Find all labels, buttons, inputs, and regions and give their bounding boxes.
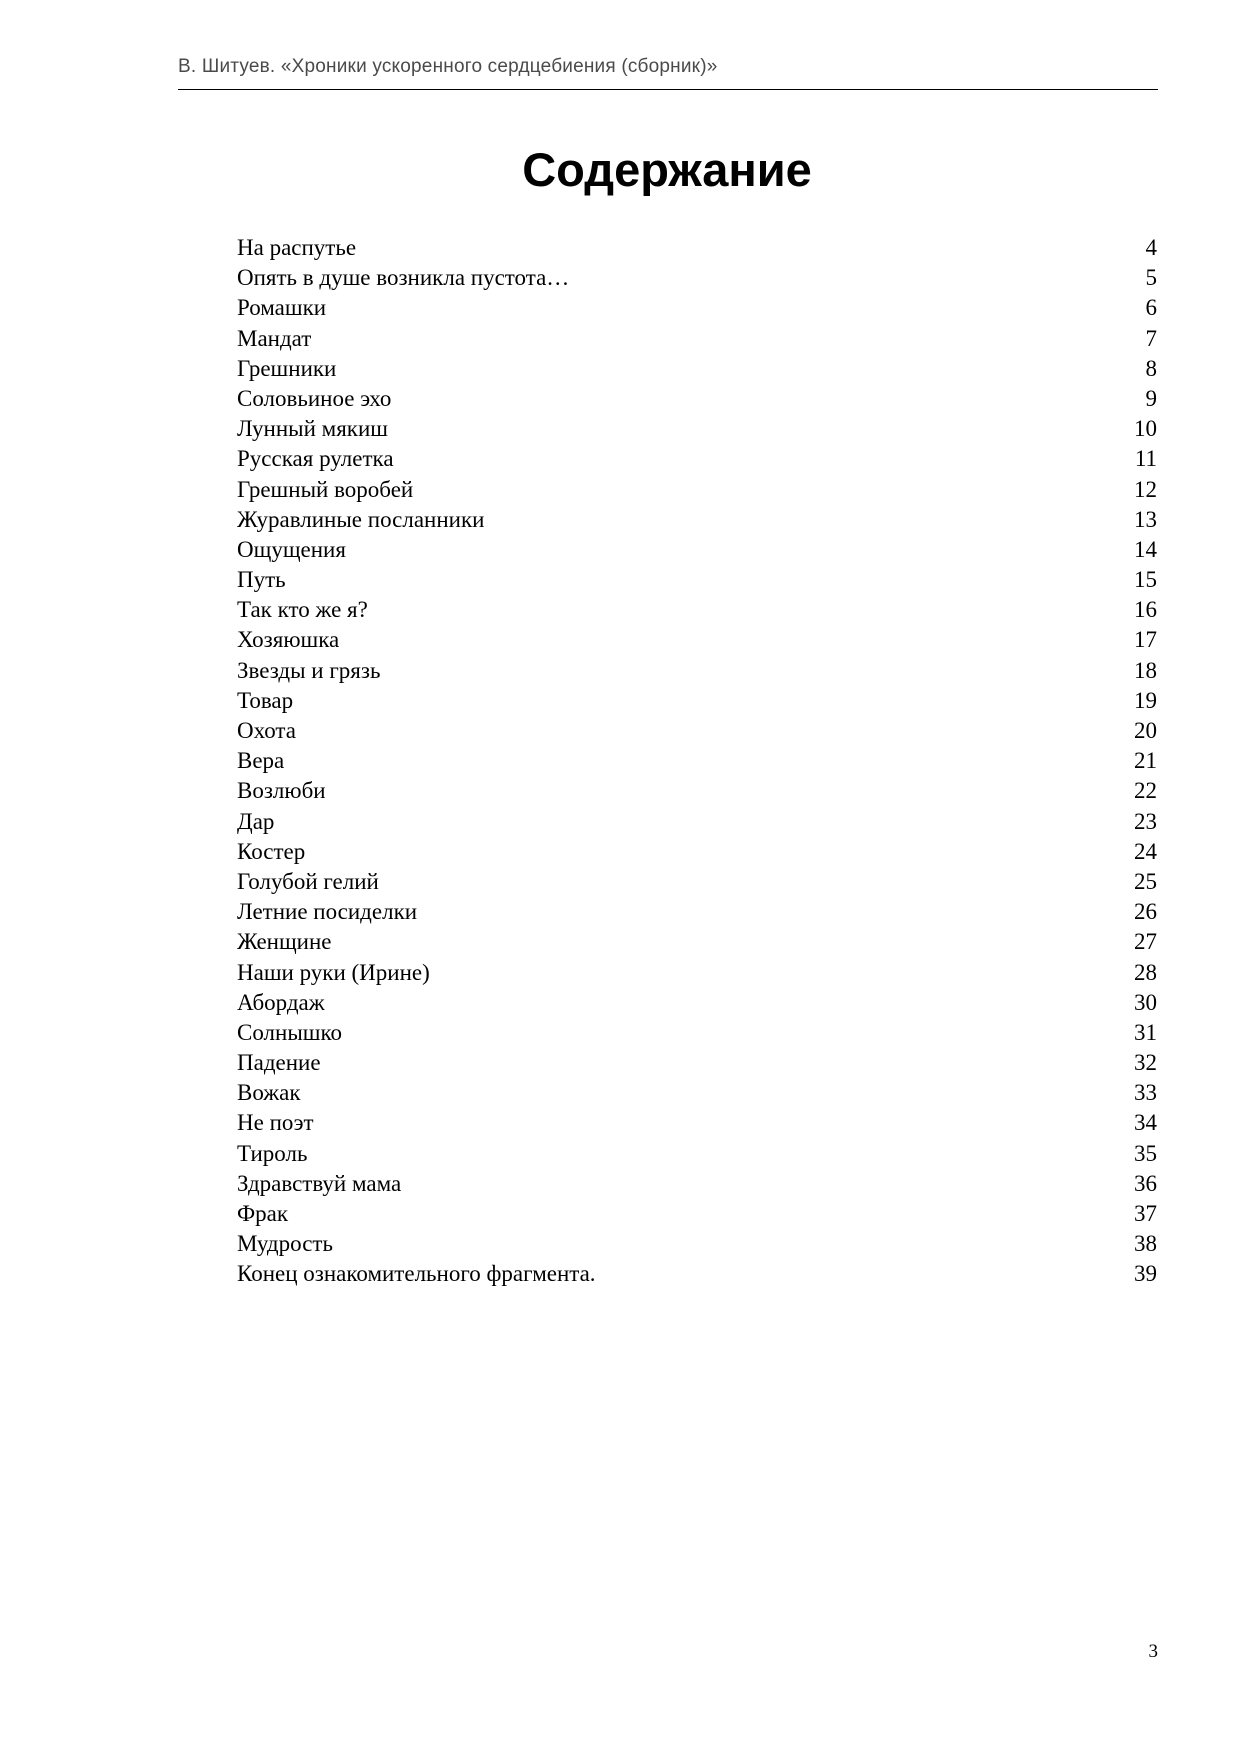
toc-entry-page: 25	[1134, 868, 1157, 894]
toc-entry-title: Охота	[237, 718, 296, 743]
toc-entry[interactable]	[237, 1169, 1157, 1199]
toc-entry[interactable]	[237, 746, 1157, 776]
toc-entry-page: 8	[1145, 355, 1157, 381]
toc-entry-title: Возлюби	[237, 778, 326, 804]
toc-entry[interactable]	[237, 1018, 1157, 1048]
toc-entry-title: Мандат	[237, 325, 312, 351]
toc-entry-title: Солнышко	[237, 1019, 342, 1045]
toc-entry[interactable]	[237, 293, 1157, 323]
toc-entry[interactable]	[237, 233, 1157, 263]
toc-entry[interactable]	[237, 1048, 1157, 1078]
toc-entry[interactable]	[237, 867, 1157, 897]
toc-entry[interactable]	[237, 384, 1157, 414]
toc-entry-title: Грешники	[237, 355, 337, 381]
toc-entry[interactable]	[237, 565, 1157, 595]
toc-entry[interactable]	[237, 958, 1157, 988]
toc-entry-page: 33	[1134, 1080, 1157, 1106]
toc-entry[interactable]	[237, 716, 1157, 746]
toc-entry-page: 17	[1134, 627, 1157, 653]
toc-entry-title: Опять в душе возникла пустота…	[237, 265, 570, 291]
toc-entry-title: Соловьиное эхо	[237, 385, 392, 411]
toc-entry[interactable]	[237, 988, 1157, 1018]
header-rule	[178, 89, 1158, 90]
toc-entry-page: 13	[1134, 506, 1157, 532]
toc-entry-page: 26	[1134, 899, 1157, 925]
toc-entry-title: Так кто же я?	[237, 597, 368, 623]
toc-entry-title: Костер	[237, 838, 306, 864]
toc-entry-title: Не поэт	[237, 1110, 314, 1136]
toc-entry-page: 28	[1134, 959, 1157, 985]
toc-entry-page: 10	[1134, 416, 1157, 442]
toc-entry-page: 39	[1134, 1261, 1157, 1287]
toc-entry-page: 31	[1134, 1019, 1157, 1045]
toc-entry[interactable]	[237, 505, 1157, 535]
toc-entry-title: Голубой гелий	[237, 868, 379, 894]
toc-entry-page: 21	[1134, 748, 1157, 774]
toc-entry-title: Путь	[237, 567, 286, 593]
toc-entry-page: 9	[1145, 385, 1157, 411]
toc-entry-page: 34	[1134, 1110, 1157, 1136]
toc-entry-title: Тироль	[237, 1140, 308, 1166]
toc-entry-title: Абордаж	[237, 989, 325, 1015]
toc-entry-page: 12	[1134, 476, 1157, 502]
toc-entry[interactable]	[237, 354, 1157, 384]
toc-entry-title: Русская рулетка	[237, 446, 394, 472]
toc-entry-title: Падение	[237, 1050, 321, 1076]
toc-entry-title: Вожак	[237, 1080, 301, 1106]
page-title: Содержание	[522, 143, 812, 196]
toc-entry[interactable]	[237, 927, 1157, 957]
toc-entry-page: 11	[1134, 446, 1157, 472]
toc-entry-page: 15	[1134, 567, 1157, 593]
toc-entry-page: 27	[1134, 929, 1157, 955]
toc-entry-page: 24	[1134, 838, 1157, 864]
toc-entry-page: 38	[1134, 1231, 1157, 1257]
toc-entry[interactable]	[237, 1199, 1157, 1229]
toc-entry[interactable]	[237, 324, 1157, 354]
toc-entry-title: Летние посиделки	[237, 899, 418, 925]
toc-entry[interactable]	[237, 625, 1157, 655]
toc-entry[interactable]	[237, 1229, 1157, 1259]
toc-entry-title: Вера	[237, 748, 285, 774]
toc-entry[interactable]	[237, 776, 1157, 806]
toc-entry[interactable]	[237, 475, 1157, 505]
toc-entry-title: Лунный мякиш	[237, 416, 388, 442]
toc-entry[interactable]	[237, 1078, 1157, 1108]
toc-entry[interactable]	[237, 263, 1157, 293]
toc-entry-title: Грешный воробей	[237, 476, 414, 502]
running-header: В. Шитуев. «Хроники ускоренного сердцебиения (сборник)»	[178, 56, 718, 77]
toc-entry-title: Конец ознакомительного фрагмента.	[237, 1261, 596, 1287]
toc-entry-page: 35	[1134, 1140, 1157, 1166]
toc-entry-title: Мудрость	[237, 1231, 333, 1257]
toc-entry-page: 23	[1134, 808, 1157, 834]
toc-entry[interactable]	[237, 535, 1157, 565]
toc-entry[interactable]	[237, 1259, 1157, 1289]
page-number: 3	[1148, 1641, 1158, 1662]
toc-entry-title: Журавлиные посланники	[237, 506, 485, 532]
toc-entry[interactable]	[237, 1108, 1157, 1138]
toc-entry-page: 18	[1134, 657, 1157, 683]
toc-entry-title: Хозяюшка	[237, 627, 340, 653]
toc-entry-page: 19	[1134, 687, 1157, 713]
toc-entry-title: Дар	[237, 808, 275, 834]
toc-entry[interactable]	[237, 686, 1157, 716]
toc-entry-title: Женщине	[237, 929, 332, 955]
toc-entry[interactable]	[237, 444, 1157, 474]
toc-entry[interactable]	[237, 837, 1157, 867]
toc-entry[interactable]	[237, 1139, 1157, 1169]
toc-entry-title: Здравствуй мама	[237, 1170, 402, 1196]
toc-entry-page: 30	[1134, 989, 1157, 1015]
table-of-contents	[237, 233, 1157, 1290]
toc-entry-page: 5	[1145, 265, 1157, 291]
toc-entry-title: На распутье	[237, 235, 357, 260]
toc-entry-title: Ромашки	[237, 295, 327, 321]
toc-entry-page: 14	[1134, 536, 1157, 562]
toc-entry-title: Товар	[237, 687, 294, 713]
toc-entry[interactable]	[237, 414, 1157, 444]
toc-entry-page: 7	[1145, 325, 1157, 351]
toc-entry-page: 20	[1134, 718, 1157, 743]
toc-entry-page: 36	[1134, 1170, 1157, 1196]
toc-entry-page: 22	[1134, 778, 1157, 804]
toc-entry-title: Наши руки (Ирине)	[237, 959, 430, 985]
toc-entry-page: 4	[1145, 235, 1157, 260]
toc-entry[interactable]	[237, 807, 1157, 837]
toc-entry-page: 16	[1134, 597, 1157, 623]
toc-entry-page: 32	[1134, 1050, 1157, 1076]
toc-entry-page: 37	[1134, 1201, 1157, 1226]
toc-entry-title: Звезды и грязь	[237, 657, 381, 683]
toc-entry-title: Фрак	[237, 1201, 289, 1226]
toc-entry-title: Ощущения	[237, 536, 346, 562]
toc-entry[interactable]	[237, 595, 1157, 625]
toc-entry[interactable]	[237, 897, 1157, 927]
toc-entry[interactable]	[237, 656, 1157, 686]
toc-entry-page: 6	[1145, 295, 1157, 321]
